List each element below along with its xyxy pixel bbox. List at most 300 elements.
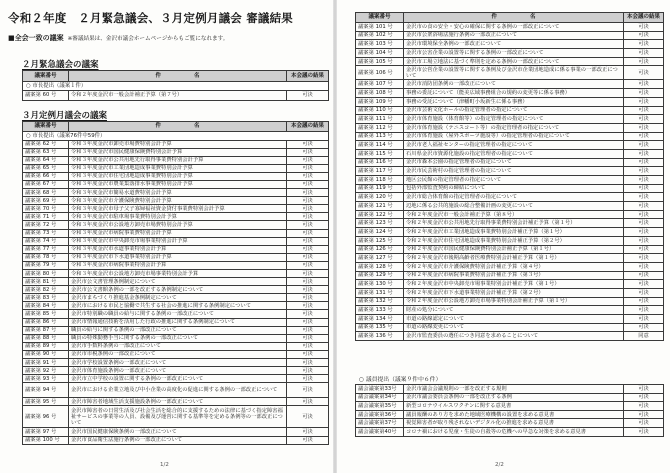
table-row bbox=[356, 402, 664, 411]
table-row bbox=[23, 367, 329, 375]
bill-number: 議案第 136 号 bbox=[356, 332, 404, 341]
bill-number: 議案第 111 号 bbox=[356, 115, 404, 124]
bill-number: 議案第 87 号 bbox=[23, 326, 69, 334]
bill-name: 金沢市老人福祉センターの指定管理者の指定について bbox=[404, 141, 624, 150]
bill-name: 金沢市国民健康保険条例の一部改正について bbox=[69, 428, 287, 436]
bill-name: 令和３年度金沢市国民健康保険費特別会計予算 bbox=[69, 148, 287, 156]
table-row bbox=[356, 219, 664, 228]
bill-name: 金沢市体育施設条例の一部改正について bbox=[69, 367, 287, 375]
proposals-table bbox=[355, 384, 664, 437]
bill-name: 金沢市障害者の日常生活及び社会生活を総合的に支援するための法律に基づく指定障害福祉サービスの事業等の人員、設備及び運営に関する基準等を定める条例等の一部改正について bbox=[69, 406, 287, 428]
bill-number: 議案第 77 号 bbox=[23, 245, 69, 253]
bill-result: 可決 bbox=[624, 385, 664, 394]
bill-name: 令和３年度金沢市公設地方卸売市場費特別会計予算 bbox=[69, 221, 287, 229]
table-row bbox=[23, 237, 329, 245]
bill-result: 可決 bbox=[287, 140, 329, 148]
bill-result: 可決 bbox=[624, 419, 664, 428]
bill-number: 議案第 62 号 bbox=[23, 140, 69, 148]
bill-result: 可決 bbox=[287, 350, 329, 358]
bill-number: 議案第 82 号 bbox=[23, 286, 69, 294]
bill-number: 議会議案第33号 bbox=[356, 385, 404, 394]
bill-result: 可決 bbox=[624, 315, 664, 324]
table-row bbox=[356, 89, 664, 98]
bill-name: 議員報酬のあり方を求めた地域医療機構の設置を求める意見書 bbox=[404, 410, 624, 419]
bill-number: 議案第 89 号 bbox=[23, 342, 69, 350]
bill-name: 金沢市監査委員の選任につき同意を求めることについて bbox=[404, 332, 624, 341]
table-row bbox=[23, 270, 329, 278]
table-row bbox=[356, 306, 664, 315]
bill-result: 可決 bbox=[624, 254, 664, 263]
page-1 bbox=[0, 0, 333, 473]
bill-number: 議案第 124 号 bbox=[356, 228, 404, 237]
bill-result: 可決 bbox=[287, 148, 329, 156]
table-row bbox=[356, 262, 664, 271]
table-row bbox=[356, 245, 664, 254]
bill-number: 議案第 108 号 bbox=[356, 89, 404, 98]
bill-result: 可決 bbox=[624, 410, 664, 419]
table-row bbox=[23, 318, 329, 326]
bill-name: 令和３年度金沢市病院事業費特別会計予算 bbox=[69, 229, 287, 237]
table-row bbox=[356, 115, 664, 124]
bill-number: 議案第 84 号 bbox=[23, 302, 69, 310]
bill-name: 金沢市消防団条例の一部改正について bbox=[404, 80, 624, 89]
bill-name: 令和３年度金沢市公共用地先行取得事業費特別会計予算 bbox=[69, 156, 287, 164]
bill-result: 可決 bbox=[624, 402, 664, 411]
bill-name: 令和２年度金沢市後期高齢者医療費特別会計補正予算（第１号） bbox=[404, 254, 624, 263]
bill-name: 令和３年度金沢市簡易水道費特別会計予算 bbox=[69, 189, 287, 197]
bill-number: 議案第 94 号 bbox=[23, 383, 69, 398]
bill-number: 議案第 64 号 bbox=[23, 156, 69, 164]
table-row bbox=[356, 193, 664, 202]
bill-result: 可決 bbox=[624, 158, 664, 167]
bill-result: 可決 bbox=[624, 97, 664, 106]
table-row bbox=[356, 80, 664, 89]
bill-result: 可決 bbox=[624, 132, 664, 141]
col-header-result: 本会議の結果 bbox=[287, 122, 329, 132]
table-row bbox=[23, 334, 329, 342]
bill-name: 令和２年度金沢市介護保険費特別会計補正予算（第４号） bbox=[404, 262, 624, 271]
table-row bbox=[356, 66, 664, 80]
bill-result: 可決 bbox=[624, 236, 664, 245]
col-header-name: 件 名 bbox=[404, 13, 624, 23]
bill-name: 職員の特殊勤務手当に関する条例の一部改正について bbox=[69, 334, 287, 342]
bill-number: 議会議案第37号 bbox=[356, 419, 404, 428]
table-row bbox=[356, 280, 664, 289]
bill-number: 議案第 135 号 bbox=[356, 323, 404, 332]
table-row bbox=[23, 350, 329, 358]
table-row bbox=[23, 253, 329, 261]
bill-result: 可決 bbox=[624, 66, 664, 80]
bill-number: 議案第 69 号 bbox=[23, 197, 69, 205]
bill-number: 議案第 104 号 bbox=[356, 49, 404, 58]
bill-result: 同意 bbox=[624, 332, 664, 341]
table-row bbox=[356, 132, 664, 141]
bill-result: 可決 bbox=[287, 189, 329, 197]
table-row bbox=[356, 23, 664, 32]
table-row bbox=[356, 31, 664, 40]
bill-name: 令和２年度金沢市国民健康保険費特別会計補正予算（第１号） bbox=[404, 245, 624, 254]
bill-result: 可決 bbox=[287, 398, 329, 406]
bill-name: 金沢市食品衛生法施行条例の一部改正について bbox=[69, 436, 287, 444]
table-row bbox=[356, 410, 664, 419]
bill-name: 令和３年度金沢市母子父子寡婦福祉資金貸付事業費特別会計予算 bbox=[69, 205, 287, 213]
bill-name: 市道の路線変更について bbox=[404, 323, 624, 332]
bill-result: 可決 bbox=[287, 213, 329, 221]
bill-name: 金沢市立中学校の設置に関する条例の一部改正について bbox=[69, 375, 287, 383]
feb-session-table bbox=[22, 70, 329, 101]
bill-name: 金沢市体育施設（屋外スポーツ施設等）の指定管理者の指定について bbox=[404, 132, 624, 141]
bill-result: 可決 bbox=[624, 106, 664, 115]
bill-number: 議案第 116 号 bbox=[356, 158, 404, 167]
table-row bbox=[23, 302, 329, 310]
table-row bbox=[356, 271, 664, 280]
bill-result: 可決 bbox=[287, 91, 329, 101]
bill-name: 金沢市まちづくり推進基金条例制定について bbox=[69, 294, 287, 302]
bill-result: 可決 bbox=[624, 288, 664, 297]
bill-result: 可決 bbox=[624, 271, 664, 280]
bill-name: 金沢市手数料条例の一部改正について bbox=[69, 342, 287, 350]
bill-number: 議会議案第36号 bbox=[356, 410, 404, 419]
table-row bbox=[356, 332, 664, 341]
bill-result: 可決 bbox=[624, 210, 664, 219]
bill-result: 可決 bbox=[287, 302, 329, 310]
bill-number: 議案第 128 号 bbox=[356, 262, 404, 271]
bill-number: 議案第 91 号 bbox=[23, 359, 69, 367]
bill-number: 議案第 86 号 bbox=[23, 318, 69, 326]
bill-number: 議案第 78 号 bbox=[23, 253, 69, 261]
bill-number: 議案第 101 号 bbox=[356, 23, 404, 32]
category-row bbox=[23, 132, 329, 141]
category-row bbox=[23, 82, 329, 91]
proposals-category: ○ 議員提出（議案９件中６件） bbox=[359, 377, 442, 383]
table-row bbox=[356, 323, 664, 332]
bill-number: 議会議案第40号 bbox=[356, 427, 404, 436]
bill-result: 可決 bbox=[624, 115, 664, 124]
table-row bbox=[23, 375, 329, 383]
table-row bbox=[23, 229, 329, 237]
table-row bbox=[23, 278, 329, 286]
bill-name: 金沢市公衆浴場法施行条例の一部改正について bbox=[404, 31, 624, 40]
bill-result: 可決 bbox=[287, 205, 329, 213]
bill-number: 議案第 68 号 bbox=[23, 189, 69, 197]
bill-name: 財産の処分について bbox=[404, 306, 624, 315]
bill-number: 議案第 93 号 bbox=[23, 375, 69, 383]
category-label: ○ 市長提出（議案１件） bbox=[23, 82, 329, 91]
table-row bbox=[356, 176, 664, 185]
subtitle-note: ※審議結果は、金沢市議会ホームページからもご覧になれます。 bbox=[67, 36, 229, 42]
bill-number: 議案第 79 号 bbox=[23, 261, 69, 269]
bill-name: 金沢市障害者地域生活支援施設条例の一部改正について bbox=[69, 398, 287, 406]
table-row bbox=[356, 149, 664, 158]
subtitle-line bbox=[8, 33, 228, 43]
page-2 bbox=[337, 0, 670, 473]
col-header-number: 議案番号 bbox=[23, 71, 69, 82]
table-row bbox=[23, 428, 329, 436]
bill-name: 令和３年度金沢市水道事業特別会計予算 bbox=[69, 245, 287, 253]
bill-result: 可決 bbox=[287, 326, 329, 334]
bill-number: 議案第 72 号 bbox=[23, 221, 69, 229]
bill-result: 可決 bbox=[624, 184, 664, 193]
table-row bbox=[23, 310, 329, 318]
bill-number: 議案第 106 号 bbox=[356, 66, 404, 80]
bill-number: 議案第 92 号 bbox=[23, 367, 69, 375]
bill-result: 可決 bbox=[287, 253, 329, 261]
bill-number: 議案第 63 号 bbox=[23, 148, 69, 156]
bill-name: 令和２年度金沢市工業団地造成事業費特別会計補正予算（第１号） bbox=[404, 228, 624, 237]
bill-name: 金沢市市税条例の一部改正について bbox=[69, 350, 287, 358]
bill-number: 議案第 103 号 bbox=[356, 40, 404, 49]
table-row bbox=[23, 221, 329, 229]
bill-number: 議案第 67 号 bbox=[23, 180, 69, 188]
bill-name: 令和３年度金沢市病院事業特別会計予算 bbox=[69, 261, 287, 269]
bill-number: 議会議案第35号 bbox=[356, 402, 404, 411]
bill-result: 可決 bbox=[624, 323, 664, 332]
bill-result: 可決 bbox=[624, 306, 664, 315]
bill-result: 可決 bbox=[287, 278, 329, 286]
table-row bbox=[356, 57, 664, 66]
bill-number: 議案第 97 号 bbox=[23, 428, 69, 436]
bill-result: 可決 bbox=[287, 375, 329, 383]
section-heading-mar: ３月定例月議会の議案 bbox=[22, 111, 108, 121]
bill-number: 議案第 65 号 bbox=[23, 164, 69, 172]
bill-number: 議案第 95 号 bbox=[23, 398, 69, 406]
table-row bbox=[23, 398, 329, 406]
table-row bbox=[356, 393, 664, 402]
bill-number: 議案第 102 号 bbox=[356, 31, 404, 40]
bill-name: 金沢市公文書館条例の一部を改正する条例制定について bbox=[69, 286, 287, 294]
bill-result: 可決 bbox=[287, 334, 329, 342]
bill-result: 可決 bbox=[287, 172, 329, 180]
bill-result: 可決 bbox=[287, 294, 329, 302]
bill-result: 可決 bbox=[287, 156, 329, 164]
table-row bbox=[356, 106, 664, 115]
bill-number: 議案第 121 号 bbox=[356, 202, 404, 211]
category-label: ○ 市長提出（議案76件中59件） bbox=[23, 132, 329, 141]
bill-number: 議案第 122 号 bbox=[356, 210, 404, 219]
bill-result: 可決 bbox=[287, 428, 329, 436]
bill-number: 議案第 113 号 bbox=[356, 132, 404, 141]
bill-name: 新型コロナウイルスワクチンに関する意見書 bbox=[404, 402, 624, 411]
bill-name: 金沢市における企業立地及び中小企業の高度化の促進に関する条例の一部改正について bbox=[69, 383, 287, 398]
page2-bill-table bbox=[355, 12, 664, 341]
table-row bbox=[23, 172, 329, 180]
bill-result: 可決 bbox=[287, 406, 329, 428]
bill-result: 可決 bbox=[287, 436, 329, 444]
bill-result: 可決 bbox=[624, 202, 664, 211]
bill-name: 金沢市情報通信技術を活用した行政の推進に関する条例制定について bbox=[69, 318, 287, 326]
bill-result: 可決 bbox=[624, 262, 664, 271]
bill-name: 職員の給与に関する条例の一部改正について bbox=[69, 326, 287, 334]
bill-result: 可決 bbox=[624, 123, 664, 132]
bill-result: 可決 bbox=[624, 149, 664, 158]
bill-name: 令和３年度金沢市中央卸売市場事業特別会計予算 bbox=[69, 237, 287, 245]
bill-number: 議案第 71 号 bbox=[23, 213, 69, 221]
bill-number: 議案第 130 号 bbox=[356, 280, 404, 289]
bill-result: 可決 bbox=[287, 342, 329, 350]
bill-name: 令和３年度金沢市駐車場事業費特別会計予算 bbox=[69, 213, 287, 221]
table-row bbox=[23, 359, 329, 367]
table-row bbox=[23, 164, 329, 172]
bill-result: 可決 bbox=[624, 141, 664, 150]
col-header-name: 件 名 bbox=[69, 122, 287, 132]
bill-result: 可決 bbox=[287, 359, 329, 367]
subtitle-heading: ■全会一致の議案 bbox=[8, 34, 64, 42]
table-row bbox=[356, 210, 664, 219]
bill-name: 金沢市体育施設（テニスコート等）の指定管理者の指定について bbox=[404, 123, 624, 132]
table-row bbox=[23, 245, 329, 253]
bill-result: 可決 bbox=[287, 221, 329, 229]
bill-number: 議案第 88 号 bbox=[23, 334, 69, 342]
bill-result: 可決 bbox=[624, 297, 664, 306]
table-row bbox=[356, 297, 664, 306]
bill-result: 可決 bbox=[287, 164, 329, 172]
bill-number: 議案第 70 号 bbox=[23, 205, 69, 213]
bill-result: 可決 bbox=[624, 40, 664, 49]
bill-name: 令和２年度金沢市公設地方卸売市場事業特別会計補正予算（第１号） bbox=[404, 297, 624, 306]
bill-name: 地区公民館の指定管理者の指定について bbox=[404, 176, 624, 185]
bill-number: 議案第 105 号 bbox=[356, 57, 404, 66]
bill-result: 可決 bbox=[624, 80, 664, 89]
table-row bbox=[23, 213, 329, 221]
bill-number: 議案第 85 号 bbox=[23, 310, 69, 318]
bill-name: 令和３年度金沢市下水道事業特別会計予算 bbox=[69, 253, 287, 261]
bill-name: 令和３年度金沢市卸売市場費特別会計予算 bbox=[69, 140, 287, 148]
table-row bbox=[23, 91, 329, 101]
bill-number: 議案第 110 号 bbox=[356, 106, 404, 115]
table-row bbox=[23, 406, 329, 428]
bill-name: 辺地に係る公共的施設の総合整備計画の変更について bbox=[404, 202, 624, 211]
table-row bbox=[356, 385, 664, 394]
bill-number: 議案第 80 号 bbox=[23, 270, 69, 278]
bill-number: 議案第 109 号 bbox=[356, 97, 404, 106]
bill-number: 議案第 119 号 bbox=[356, 184, 404, 193]
table-row bbox=[23, 197, 329, 205]
bill-result: 可決 bbox=[624, 228, 664, 237]
bill-result: 可決 bbox=[624, 57, 664, 66]
bill-name: 令和３年度金沢市公設地方卸売市場事業特別会計予算 bbox=[69, 270, 287, 278]
bill-name: 令和３年度金沢市住宅団地造成事業費特別会計予算 bbox=[69, 172, 287, 180]
bill-result: 可決 bbox=[287, 286, 329, 294]
bill-name: 令和３年度金沢市工業団地造成事業費特別会計予算 bbox=[69, 164, 287, 172]
bill-name: 石川県金沢市資源化施設の指定管理者の指定について bbox=[404, 149, 624, 158]
bill-name: 金沢市特別職の職員の給与に関する条例の一部改正について bbox=[69, 310, 287, 318]
bill-name: 金沢市議会委員会条例の一部を改正する条例 bbox=[404, 393, 624, 402]
bill-name: 金沢市環境保全条例の一部改正について bbox=[404, 40, 624, 49]
bill-name: 金沢市森本公園の指定管理者の指定について bbox=[404, 158, 624, 167]
bill-number: 議案第 115 号 bbox=[356, 149, 404, 158]
bill-number: 議会議案第34号 bbox=[356, 393, 404, 402]
bill-name: 令和２年度金沢市一般会計補正予算（第８号） bbox=[404, 210, 624, 219]
bill-result: 可決 bbox=[624, 167, 664, 176]
bill-number: 議案第 118 号 bbox=[356, 176, 404, 185]
bill-number: 議案第 100 号 bbox=[23, 436, 69, 444]
bill-name: 令和２年度金沢市住宅団地造成事業費特別会計補正予算（第２号） bbox=[404, 236, 624, 245]
bill-name: 令和３年度金沢市介護保険費特別会計予算 bbox=[69, 197, 287, 205]
bill-name: 包括外部監査契約の締結について bbox=[404, 184, 624, 193]
bill-number: 議案第 74 号 bbox=[23, 237, 69, 245]
bill-name: 事務の委託について（能美広域事務組合の規約の変更等に係る事務） bbox=[404, 89, 624, 98]
mar-session-table bbox=[22, 121, 329, 445]
bill-number: 議案第 131 号 bbox=[356, 288, 404, 297]
table-row bbox=[356, 141, 664, 150]
bill-name: 金沢市における市民と協働で共生する社会の推進に関する条例制定について bbox=[69, 302, 287, 310]
bill-number: 議案第 120 号 bbox=[356, 193, 404, 202]
bill-name: 金沢市公文書管理条例制定について bbox=[69, 278, 287, 286]
table-row bbox=[23, 148, 329, 156]
bill-name: 金沢市公害企業の設置等に関する条例の一部改正について bbox=[404, 49, 624, 58]
table-row bbox=[23, 261, 329, 269]
table-row bbox=[356, 419, 664, 428]
bill-name: 視覚障害者が取り残されないデジタル化の推進を求める意見書 bbox=[404, 419, 624, 428]
bill-result: 可決 bbox=[624, 23, 664, 32]
bill-number: 議案第 125 号 bbox=[356, 236, 404, 245]
bill-number: 議案第 96 号 bbox=[23, 406, 69, 428]
bill-name: 令和２年度金沢市病院事業費特別会計補正予算（第３号） bbox=[404, 271, 624, 280]
table-row bbox=[356, 158, 664, 167]
bill-number: 議案第 133 号 bbox=[356, 306, 404, 315]
bill-result: 可決 bbox=[624, 176, 664, 185]
page-number: 1/2 bbox=[160, 462, 169, 468]
table-row bbox=[23, 286, 329, 294]
bill-name: コロナ禍における児童・生徒の自殺等の危機への早急な対策を求める意見書 bbox=[404, 427, 624, 436]
bill-number: 議案第 132 号 bbox=[356, 297, 404, 306]
bill-result: 可決 bbox=[624, 219, 664, 228]
bill-result: 可決 bbox=[624, 89, 664, 98]
bill-name: 金沢市の食の安全・安心の確保に関する条例の一部改正について bbox=[404, 23, 624, 32]
bill-name: 金沢市芸術文化ホールの指定管理者の指定について bbox=[404, 106, 624, 115]
bill-number: 議案第 81 号 bbox=[23, 278, 69, 286]
bill-number: 議案第 90 号 bbox=[23, 350, 69, 358]
table-row bbox=[23, 326, 329, 334]
bill-number: 議案第 114 号 bbox=[356, 141, 404, 150]
col-header-number: 議案番号 bbox=[356, 13, 404, 23]
bill-result: 可決 bbox=[624, 280, 664, 289]
bill-name: 金沢市公営企業の設置等に関する条例及び金沢市企業団地造成に係る事業の一部改正について bbox=[404, 66, 624, 80]
table-row bbox=[356, 315, 664, 324]
bill-number: 議案第 60 号 bbox=[23, 91, 69, 101]
table-row bbox=[356, 40, 664, 49]
bill-result: 可決 bbox=[287, 261, 329, 269]
table-row bbox=[23, 156, 329, 164]
bill-number: 議案第 123 号 bbox=[356, 219, 404, 228]
table-row bbox=[356, 254, 664, 263]
table-row bbox=[23, 205, 329, 213]
col-header-result: 本会議の結果 bbox=[624, 13, 664, 23]
bill-name: 令和２年度金沢市中央卸売市場事業特別会計補正予算（第１号） bbox=[404, 280, 624, 289]
bill-name: 市道の路線認定について bbox=[404, 315, 624, 324]
bill-result: 可決 bbox=[287, 180, 329, 188]
table-row bbox=[23, 180, 329, 188]
bill-name: 令和２年度金沢市下水道事業特別会計補正予算（第２号） bbox=[404, 288, 624, 297]
bill-result: 可決 bbox=[624, 31, 664, 40]
table-row bbox=[23, 436, 329, 444]
table-row bbox=[23, 383, 329, 398]
bill-name: 金沢市学校設置条例の一部改正について bbox=[69, 359, 287, 367]
table-row bbox=[23, 342, 329, 350]
col-header-name: 件 名 bbox=[69, 71, 287, 82]
table-row bbox=[23, 140, 329, 148]
document-title: 令和２年度 ２月緊急議会、３月定例月議会 審議結果 bbox=[8, 11, 294, 25]
table-row bbox=[356, 49, 664, 58]
table-row bbox=[356, 123, 664, 132]
table-row bbox=[356, 202, 664, 211]
bill-number: 議案第 126 号 bbox=[356, 245, 404, 254]
bill-number: 議案第 66 号 bbox=[23, 172, 69, 180]
bill-number: 議案第 117 号 bbox=[356, 167, 404, 176]
table-row bbox=[356, 184, 664, 193]
bill-number: 議案第 112 号 bbox=[356, 123, 404, 132]
bill-result: 可決 bbox=[624, 245, 664, 254]
